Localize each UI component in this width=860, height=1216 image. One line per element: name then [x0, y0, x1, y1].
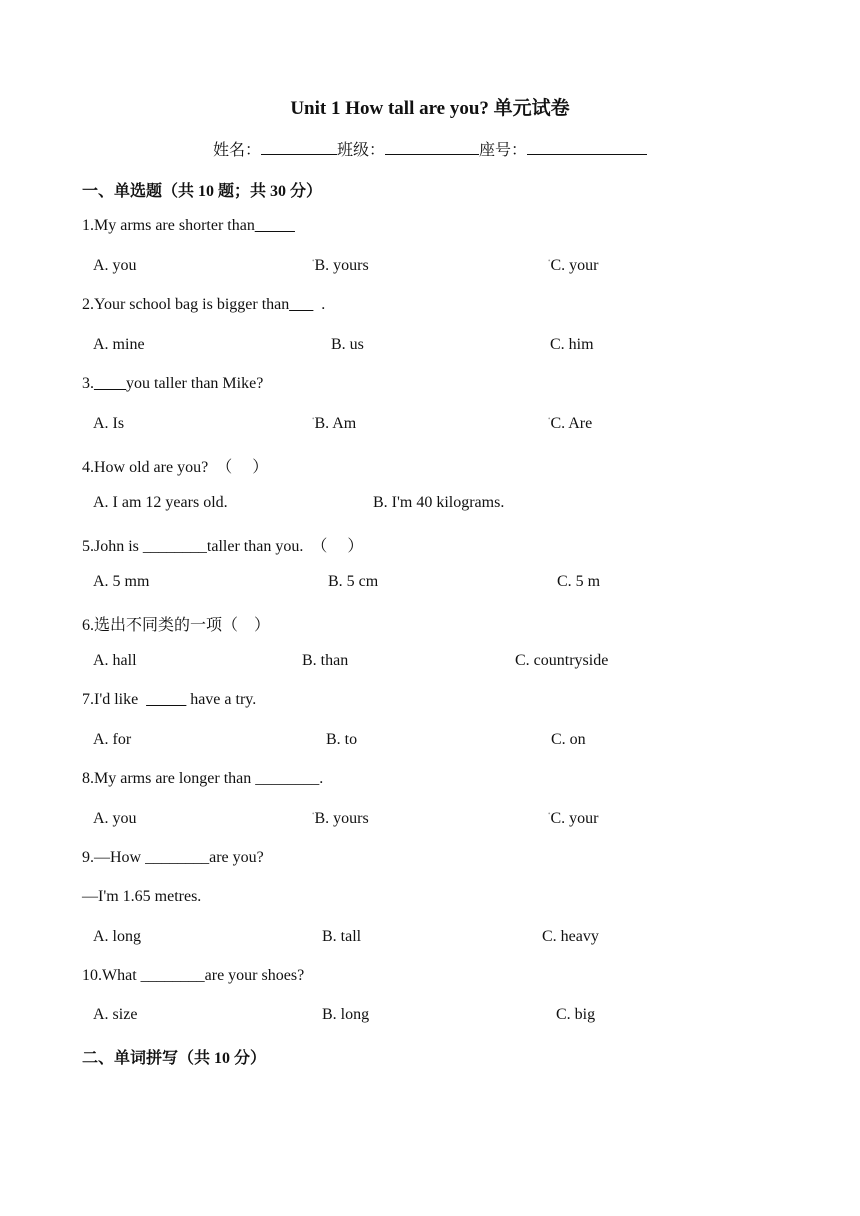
- question-6-option-b[interactable]: B. than: [302, 652, 349, 669]
- question-9-option-b[interactable]: B. tall: [322, 928, 362, 945]
- question-4-option-a[interactable]: A. I am 12 years old.: [93, 494, 228, 511]
- question-6-option-c[interactable]: C. countryside: [515, 652, 609, 669]
- student-info-line: [0, 137, 860, 160]
- question-2-option-c[interactable]: C. him: [550, 336, 594, 353]
- question-3: 3.____you taller than Mike?: [82, 375, 264, 392]
- class-label: 班级：: [336, 142, 385, 159]
- question-1-option-c[interactable]: •C. your: [548, 257, 599, 274]
- question-8: 8.My arms are longer than ________.: [82, 770, 324, 787]
- name-blank[interactable]: [261, 139, 337, 155]
- question-1: 1.My arms are shorter than_____: [82, 217, 295, 234]
- question-6: 6.选出不同类的一项（ ）: [82, 617, 271, 634]
- page-title: Unit 1 How tall are you? 单元试卷: [290, 98, 570, 119]
- question-9: 9.—How ________are you?: [82, 849, 264, 866]
- question-5-option-b[interactable]: B. 5 cm: [328, 573, 379, 590]
- question-3-option-b[interactable]: •B. Am: [312, 415, 357, 432]
- question-4: 4.How old are you? （ ）: [82, 459, 269, 476]
- question-7-option-b[interactable]: B. to: [326, 731, 358, 748]
- question-1-option-a[interactable]: A. you: [93, 257, 137, 274]
- question-7-option-a[interactable]: A. for: [93, 731, 132, 748]
- class-blank[interactable]: [385, 139, 479, 155]
- question-3-option-c[interactable]: •C. Are: [548, 415, 593, 432]
- question-1-option-b[interactable]: •B. yours: [312, 257, 369, 274]
- seat-label: 座号：: [479, 142, 528, 159]
- question-5: 5.John is ________taller than you. （ ）: [82, 538, 364, 555]
- seat-blank[interactable]: [527, 139, 647, 155]
- question-2-option-a[interactable]: A. mine: [93, 336, 145, 353]
- question-7-option-c[interactable]: C. on: [551, 731, 586, 748]
- question-5-option-a[interactable]: A. 5 mm: [93, 573, 150, 590]
- question-6-option-a[interactable]: A. hall: [93, 652, 137, 669]
- question-2-option-b[interactable]: B. us: [331, 336, 364, 353]
- question-4-option-b[interactable]: B. I'm 40 kilograms.: [373, 494, 505, 511]
- section-heading-multiple-choice: 一、单选题（共 10 题；共 30 分）: [82, 183, 323, 200]
- question-5-option-c[interactable]: C. 5 m: [557, 573, 601, 590]
- question-10-option-a[interactable]: A. size: [93, 1006, 138, 1023]
- question-9-option-c[interactable]: C. heavy: [542, 928, 599, 945]
- question-10-option-c[interactable]: C. big: [556, 1006, 596, 1023]
- question-8-option-c[interactable]: •C. your: [548, 810, 599, 827]
- question-8-option-b[interactable]: •B. yours: [312, 810, 369, 827]
- question-9-dialog-line: —I'm 1.65 metres.: [82, 888, 202, 905]
- question-7: 7.I'd like _____ have a try.: [82, 691, 257, 708]
- question-8-option-a[interactable]: A. you: [93, 810, 137, 827]
- name-label: 姓名：: [212, 142, 261, 159]
- question-3-option-a[interactable]: A. Is: [93, 415, 125, 432]
- section-heading-spelling: 二、单词拼写（共 10 分）: [82, 1050, 267, 1067]
- question-9-option-a[interactable]: A. long: [93, 928, 141, 945]
- question-10: 10.What ________are your shoes?: [82, 967, 305, 984]
- question-2: 2.Your school bag is bigger than___ .: [82, 296, 326, 313]
- question-10-option-b[interactable]: B. long: [322, 1006, 370, 1023]
